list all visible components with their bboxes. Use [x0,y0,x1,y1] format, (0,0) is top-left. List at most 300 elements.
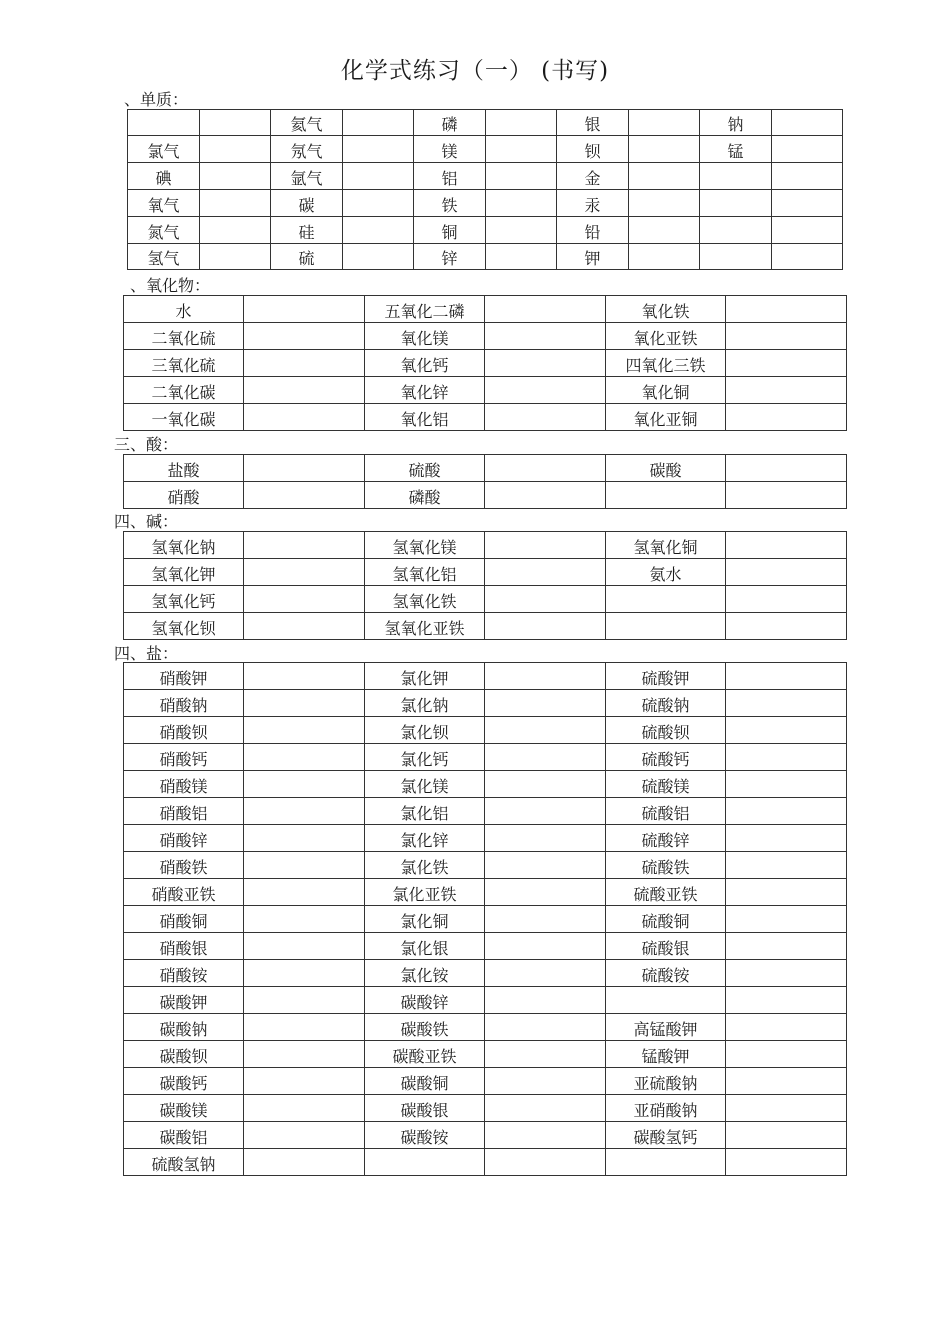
table-row [124,825,847,852]
formula-answer-cell[interactable] [244,613,365,640]
compound-name-cell [700,217,772,244]
table-row [124,1095,847,1122]
compound-name: 硝酸银 [159,939,208,958]
compound-name-cell [365,404,485,431]
formula-answer-cell[interactable] [244,717,365,744]
formula-answer-cell[interactable] [486,217,557,244]
compound-name-cell [414,110,486,136]
compound-name: 水 [175,302,192,321]
compound-name: 硝酸铵 [159,966,208,985]
formula-answer-cell[interactable] [485,825,606,852]
formula-answer-cell[interactable] [486,244,557,270]
compound-name: 碳酸铝 [159,1128,208,1147]
compound-name-cell [606,825,726,852]
compound-name-cell [128,217,200,244]
compound-name-cell [365,852,485,879]
formula-answer-cell[interactable] [726,296,847,323]
compound-name-cell [124,987,244,1014]
formula-answer-cell[interactable] [726,1095,847,1122]
compound-name: 四氧化三铁 [625,356,706,375]
formula-answer-cell[interactable] [726,960,847,987]
compound-name-cell [365,1122,485,1149]
table-row [124,744,847,771]
table-row [124,906,847,933]
formula-answer-cell[interactable] [244,1095,365,1122]
compound-name: 硝酸锌 [159,831,208,850]
formula-answer-cell[interactable] [244,559,365,586]
compound-name-cell [124,663,244,690]
formula-answer-cell[interactable] [244,987,365,1014]
compound-name-cell [124,852,244,879]
formula-answer-cell[interactable] [772,217,843,244]
compound-name: 氧化铜 [641,383,690,402]
formula-answer-cell[interactable] [726,717,847,744]
compound-name-cell [271,110,343,136]
formula-answer-cell[interactable] [726,559,847,586]
table-row [124,613,847,640]
compound-name: 硝酸钠 [159,696,208,715]
formula-answer-cell[interactable] [200,136,271,163]
formula-answer-cell[interactable] [244,532,365,559]
compound-name-cell [365,744,485,771]
compound-name-cell [414,136,486,163]
compound-name: 氯化钠 [400,696,449,715]
compound-name: 碳酸银 [400,1101,449,1120]
compound-name: 氖气 [290,142,323,161]
formula-answer-cell[interactable] [244,455,365,482]
formula-answer-cell[interactable] [726,586,847,613]
formula-answer-cell[interactable] [244,350,365,377]
formula-answer-cell[interactable] [629,190,700,217]
formula-answer-cell[interactable] [200,163,271,190]
compound-name: 硝酸亚铁 [151,885,216,904]
compound-name-cell [606,906,726,933]
compound-name-cell [606,296,726,323]
compound-name-cell [606,586,726,613]
formula-answer-cell[interactable] [726,852,847,879]
compound-name: 氯化铜 [400,912,449,931]
compound-name: 氮气 [147,223,180,242]
compound-name-cell [271,136,343,163]
compound-name: 盐酸 [167,461,200,480]
compound-name: 硫酸锌 [641,831,690,850]
formula-answer-cell[interactable] [726,613,847,640]
formula-answer-cell[interactable] [485,377,606,404]
formula-answer-cell[interactable] [726,377,847,404]
section-heading-bases: 四、碱： [114,512,179,531]
formula-answer-cell[interactable] [486,190,557,217]
compound-name-cell [365,906,485,933]
compound-name: 硫酸镁 [641,777,690,796]
formula-answer-cell[interactable] [244,663,365,690]
formula-answer-cell[interactable] [726,744,847,771]
formula-answer-cell[interactable] [343,163,414,190]
page-title: 化学式练习（一） (书写) [340,58,610,84]
formula-answer-cell[interactable] [485,586,606,613]
formula-answer-cell[interactable] [486,110,557,136]
compound-name: 锌 [441,249,458,268]
compound-name: 氢氧化钡 [151,619,216,638]
compound-name-cell [606,323,726,350]
formula-answer-cell[interactable] [244,586,365,613]
compound-name-cell [606,559,726,586]
compound-name-cell [128,163,200,190]
compound-name: 硝酸钾 [159,669,208,688]
formula-answer-cell[interactable] [244,879,365,906]
compound-name: 高锰酸钾 [633,1020,698,1039]
formula-answer-cell[interactable] [726,1014,847,1041]
formula-answer-cell[interactable] [244,960,365,987]
compound-name-cell [606,377,726,404]
formula-answer-cell[interactable] [485,1122,606,1149]
formula-answer-cell[interactable] [485,455,606,482]
formula-answer-cell[interactable] [244,906,365,933]
compound-name: 氯化镁 [400,777,449,796]
compound-name: 碳酸铜 [400,1074,449,1093]
compound-name-cell [124,613,244,640]
formula-answer-cell[interactable] [244,1122,365,1149]
formula-answer-cell[interactable] [200,190,271,217]
table-row [128,217,843,244]
compound-name: 氯化铁 [400,858,449,877]
compound-name: 碳 [298,196,315,215]
formula-answer-cell[interactable] [629,163,700,190]
compound-name-cell [606,717,726,744]
compound-name-cell [606,798,726,825]
compound-name-cell [271,244,343,270]
table-row [124,455,847,482]
compound-name: 锰酸钾 [641,1047,690,1066]
compound-name: 氢氧化铜 [633,538,698,557]
compound-name: 氢气 [147,249,180,268]
formula-answer-cell[interactable] [726,323,847,350]
formula-answer-cell[interactable] [485,717,606,744]
formula-answer-cell[interactable] [485,296,606,323]
compound-name: 汞 [584,196,601,215]
compound-name: 氢氧化铁 [392,592,457,611]
formula-answer-cell[interactable] [200,217,271,244]
compound-name: 硝酸 [167,488,200,507]
formula-answer-cell[interactable] [485,559,606,586]
formula-answer-cell[interactable] [485,482,606,509]
compound-name: 氢氧化镁 [392,538,457,557]
formula-answer-cell[interactable] [244,744,365,771]
formula-answer-cell[interactable] [726,879,847,906]
compound-name: 硫酸 [408,461,441,480]
formula-answer-cell[interactable] [244,323,365,350]
compound-name: 硫酸亚铁 [633,885,698,904]
compound-name: 氩气 [290,169,323,188]
formula-answer-cell[interactable] [726,933,847,960]
compound-name: 氧化亚铜 [633,410,698,429]
compound-name: 硫 [298,249,315,268]
formula-answer-cell[interactable] [629,110,700,136]
compound-name: 氧化铝 [400,410,449,429]
compound-name-cell [124,825,244,852]
compound-name: 氧化亚铁 [633,329,698,348]
formula-answer-cell[interactable] [726,825,847,852]
compound-name-cell [365,987,485,1014]
formula-answer-cell[interactable] [726,532,847,559]
formula-answer-cell[interactable] [244,482,365,509]
compound-name: 金 [584,169,601,188]
compound-name-cell [606,933,726,960]
compound-name-cell [365,825,485,852]
compound-name-cell [414,163,486,190]
section-heading-salts: 四、盐： [114,644,179,663]
compound-name-cell [606,482,726,509]
compound-name: 镁 [441,142,458,161]
formula-answer-cell[interactable] [772,136,843,163]
compound-name-cell [124,906,244,933]
compound-name: 氯化银 [400,939,449,958]
table-row [124,1014,847,1041]
table-row [124,586,847,613]
compound-name: 氧化铁 [641,302,690,321]
compound-name-cell [365,350,485,377]
formula-answer-cell[interactable] [772,163,843,190]
compound-name: 硫酸钡 [641,723,690,742]
compound-name: 硫酸钙 [641,750,690,769]
formula-answer-cell[interactable] [485,879,606,906]
compound-name: 碳酸钡 [159,1047,208,1066]
compound-name-cell [124,482,244,509]
formula-answer-cell[interactable] [726,798,847,825]
formula-answer-cell[interactable] [485,532,606,559]
formula-answer-cell[interactable] [244,852,365,879]
compound-name: 碳酸铁 [400,1020,449,1039]
compound-name-cell [557,217,629,244]
compound-name-cell [365,1014,485,1041]
formula-answer-cell[interactable] [244,771,365,798]
formula-answer-cell[interactable] [726,1122,847,1149]
section-heading-oxides: 、氧化物： [130,276,211,295]
table-row [128,110,843,136]
compound-name: 氯化锌 [400,831,449,850]
compound-name: 碳酸 [649,461,682,480]
formula-answer-cell[interactable] [486,163,557,190]
table-row [124,690,847,717]
table-row [124,296,847,323]
formula-answer-cell[interactable] [485,404,606,431]
table-row [124,1122,847,1149]
formula-answer-cell[interactable] [244,825,365,852]
formula-answer-cell[interactable] [772,244,843,270]
formula-answer-cell[interactable] [244,690,365,717]
compound-name: 氧化钙 [400,356,449,375]
compound-name-cell [606,1041,726,1068]
compound-name-cell [271,217,343,244]
compound-name-cell [124,323,244,350]
compound-name-cell [365,482,485,509]
compound-name-cell [365,960,485,987]
formula-answer-cell[interactable] [629,136,700,163]
table-row [124,323,847,350]
formula-answer-cell[interactable] [485,798,606,825]
formula-answer-cell[interactable] [726,663,847,690]
compound-name: 氢氧化钙 [151,592,216,611]
compound-name-cell [365,933,485,960]
formula-answer-cell[interactable] [726,906,847,933]
formula-answer-cell[interactable] [629,217,700,244]
compound-name-cell [128,110,200,136]
compound-name-cell [365,879,485,906]
formula-answer-cell[interactable] [772,110,843,136]
formula-answer-cell[interactable] [485,1068,606,1095]
formula-answer-cell[interactable] [244,296,365,323]
formula-answer-cell[interactable] [244,404,365,431]
compound-name-cell [124,455,244,482]
compound-name-cell [557,190,629,217]
compound-name: 硫酸氢钠 [151,1155,216,1174]
formula-answer-cell[interactable] [244,377,365,404]
table-row [128,163,843,190]
compound-name-cell [606,1095,726,1122]
formula-answer-cell[interactable] [244,1014,365,1041]
formula-answer-cell[interactable] [485,960,606,987]
compound-name-cell [124,1095,244,1122]
acids-table [123,454,847,509]
table-row [124,1068,847,1095]
compound-name-cell [365,1095,485,1122]
compound-name-cell [365,586,485,613]
compound-name-cell [124,798,244,825]
formula-answer-cell[interactable] [726,690,847,717]
compound-name: 钾 [584,249,601,268]
table-row [128,244,843,270]
compound-name-cell [606,350,726,377]
compound-name-cell [365,532,485,559]
formula-answer-cell[interactable] [244,1068,365,1095]
compound-name-cell [271,190,343,217]
formula-answer-cell[interactable] [726,350,847,377]
compound-name-cell [414,190,486,217]
formula-answer-cell[interactable] [485,1149,606,1176]
compound-name: 氯化铝 [400,804,449,823]
table-row [124,404,847,431]
formula-answer-cell[interactable] [486,136,557,163]
compound-name: 氨水 [649,565,682,584]
table-row [124,1041,847,1068]
formula-answer-cell[interactable] [726,771,847,798]
formula-answer-cell[interactable] [200,110,271,136]
compound-name: 硝酸铝 [159,804,208,823]
compound-name-cell [700,110,772,136]
compound-name-cell [606,613,726,640]
formula-answer-cell[interactable] [244,1041,365,1068]
compound-name: 锰 [727,142,744,161]
compound-name: 三氧化硫 [151,356,216,375]
formula-answer-cell[interactable] [485,1014,606,1041]
section-heading-acids: 三、酸： [114,435,179,454]
compound-name: 亚硫酸钠 [633,1074,698,1093]
formula-answer-cell[interactable] [244,1149,365,1176]
compound-name-cell [124,559,244,586]
formula-answer-cell[interactable] [244,933,365,960]
compound-name-cell [365,798,485,825]
compound-name-cell [414,217,486,244]
formula-answer-cell[interactable] [726,1041,847,1068]
formula-answer-cell[interactable] [726,404,847,431]
formula-answer-cell[interactable] [343,244,414,270]
compound-name-cell [124,744,244,771]
formula-answer-cell[interactable] [485,323,606,350]
formula-answer-cell[interactable] [343,136,414,163]
compound-name-cell [124,1149,244,1176]
formula-answer-cell[interactable] [485,613,606,640]
formula-answer-cell[interactable] [343,190,414,217]
table-row [124,771,847,798]
formula-answer-cell[interactable] [485,852,606,879]
formula-answer-cell[interactable] [726,1068,847,1095]
compound-name-cell [365,771,485,798]
formula-answer-cell[interactable] [485,933,606,960]
formula-answer-cell[interactable] [485,771,606,798]
formula-answer-cell[interactable] [343,217,414,244]
formula-answer-cell[interactable] [485,1041,606,1068]
formula-answer-cell[interactable] [726,482,847,509]
oxides-table [123,295,847,431]
compound-name: 氯化钡 [400,723,449,742]
compound-name-cell [365,559,485,586]
formula-answer-cell[interactable] [200,244,271,270]
compound-name: 银 [584,115,601,134]
table-row [124,852,847,879]
compound-name: 碳酸镁 [159,1101,208,1120]
compound-name-cell [414,244,486,270]
compound-name-cell [124,1122,244,1149]
compound-name: 氧化锌 [400,383,449,402]
formula-answer-cell[interactable] [629,244,700,270]
compound-name: 硝酸铁 [159,858,208,877]
formula-answer-cell[interactable] [726,987,847,1014]
formula-answer-cell[interactable] [485,690,606,717]
formula-answer-cell[interactable] [485,1095,606,1122]
formula-answer-cell[interactable] [244,798,365,825]
compound-name-cell [606,1068,726,1095]
compound-name-cell [606,771,726,798]
formula-answer-cell[interactable] [485,906,606,933]
compound-name-cell [124,377,244,404]
compound-name-cell [124,1014,244,1041]
compound-name-cell [365,455,485,482]
compound-name: 硫酸银 [641,939,690,958]
compound-name-cell [606,690,726,717]
compound-name-cell [365,377,485,404]
compound-name-cell [124,586,244,613]
formula-answer-cell[interactable] [485,350,606,377]
formula-answer-cell[interactable] [485,663,606,690]
formula-answer-cell[interactable] [485,987,606,1014]
table-row [124,663,847,690]
table-row [124,933,847,960]
compound-name-cell [606,1149,726,1176]
compound-name-cell [700,136,772,163]
formula-answer-cell[interactable] [343,110,414,136]
compound-name: 硅 [298,223,315,242]
compound-name-cell [124,1041,244,1068]
compound-name-cell [557,110,629,136]
compound-name-cell [557,163,629,190]
compound-name-cell [124,879,244,906]
formula-answer-cell[interactable] [772,190,843,217]
formula-answer-cell[interactable] [726,455,847,482]
table-row [124,559,847,586]
formula-answer-cell[interactable] [485,744,606,771]
compound-name-cell [124,717,244,744]
formula-answer-cell[interactable] [726,1149,847,1176]
compound-name: 磷酸 [408,488,441,507]
